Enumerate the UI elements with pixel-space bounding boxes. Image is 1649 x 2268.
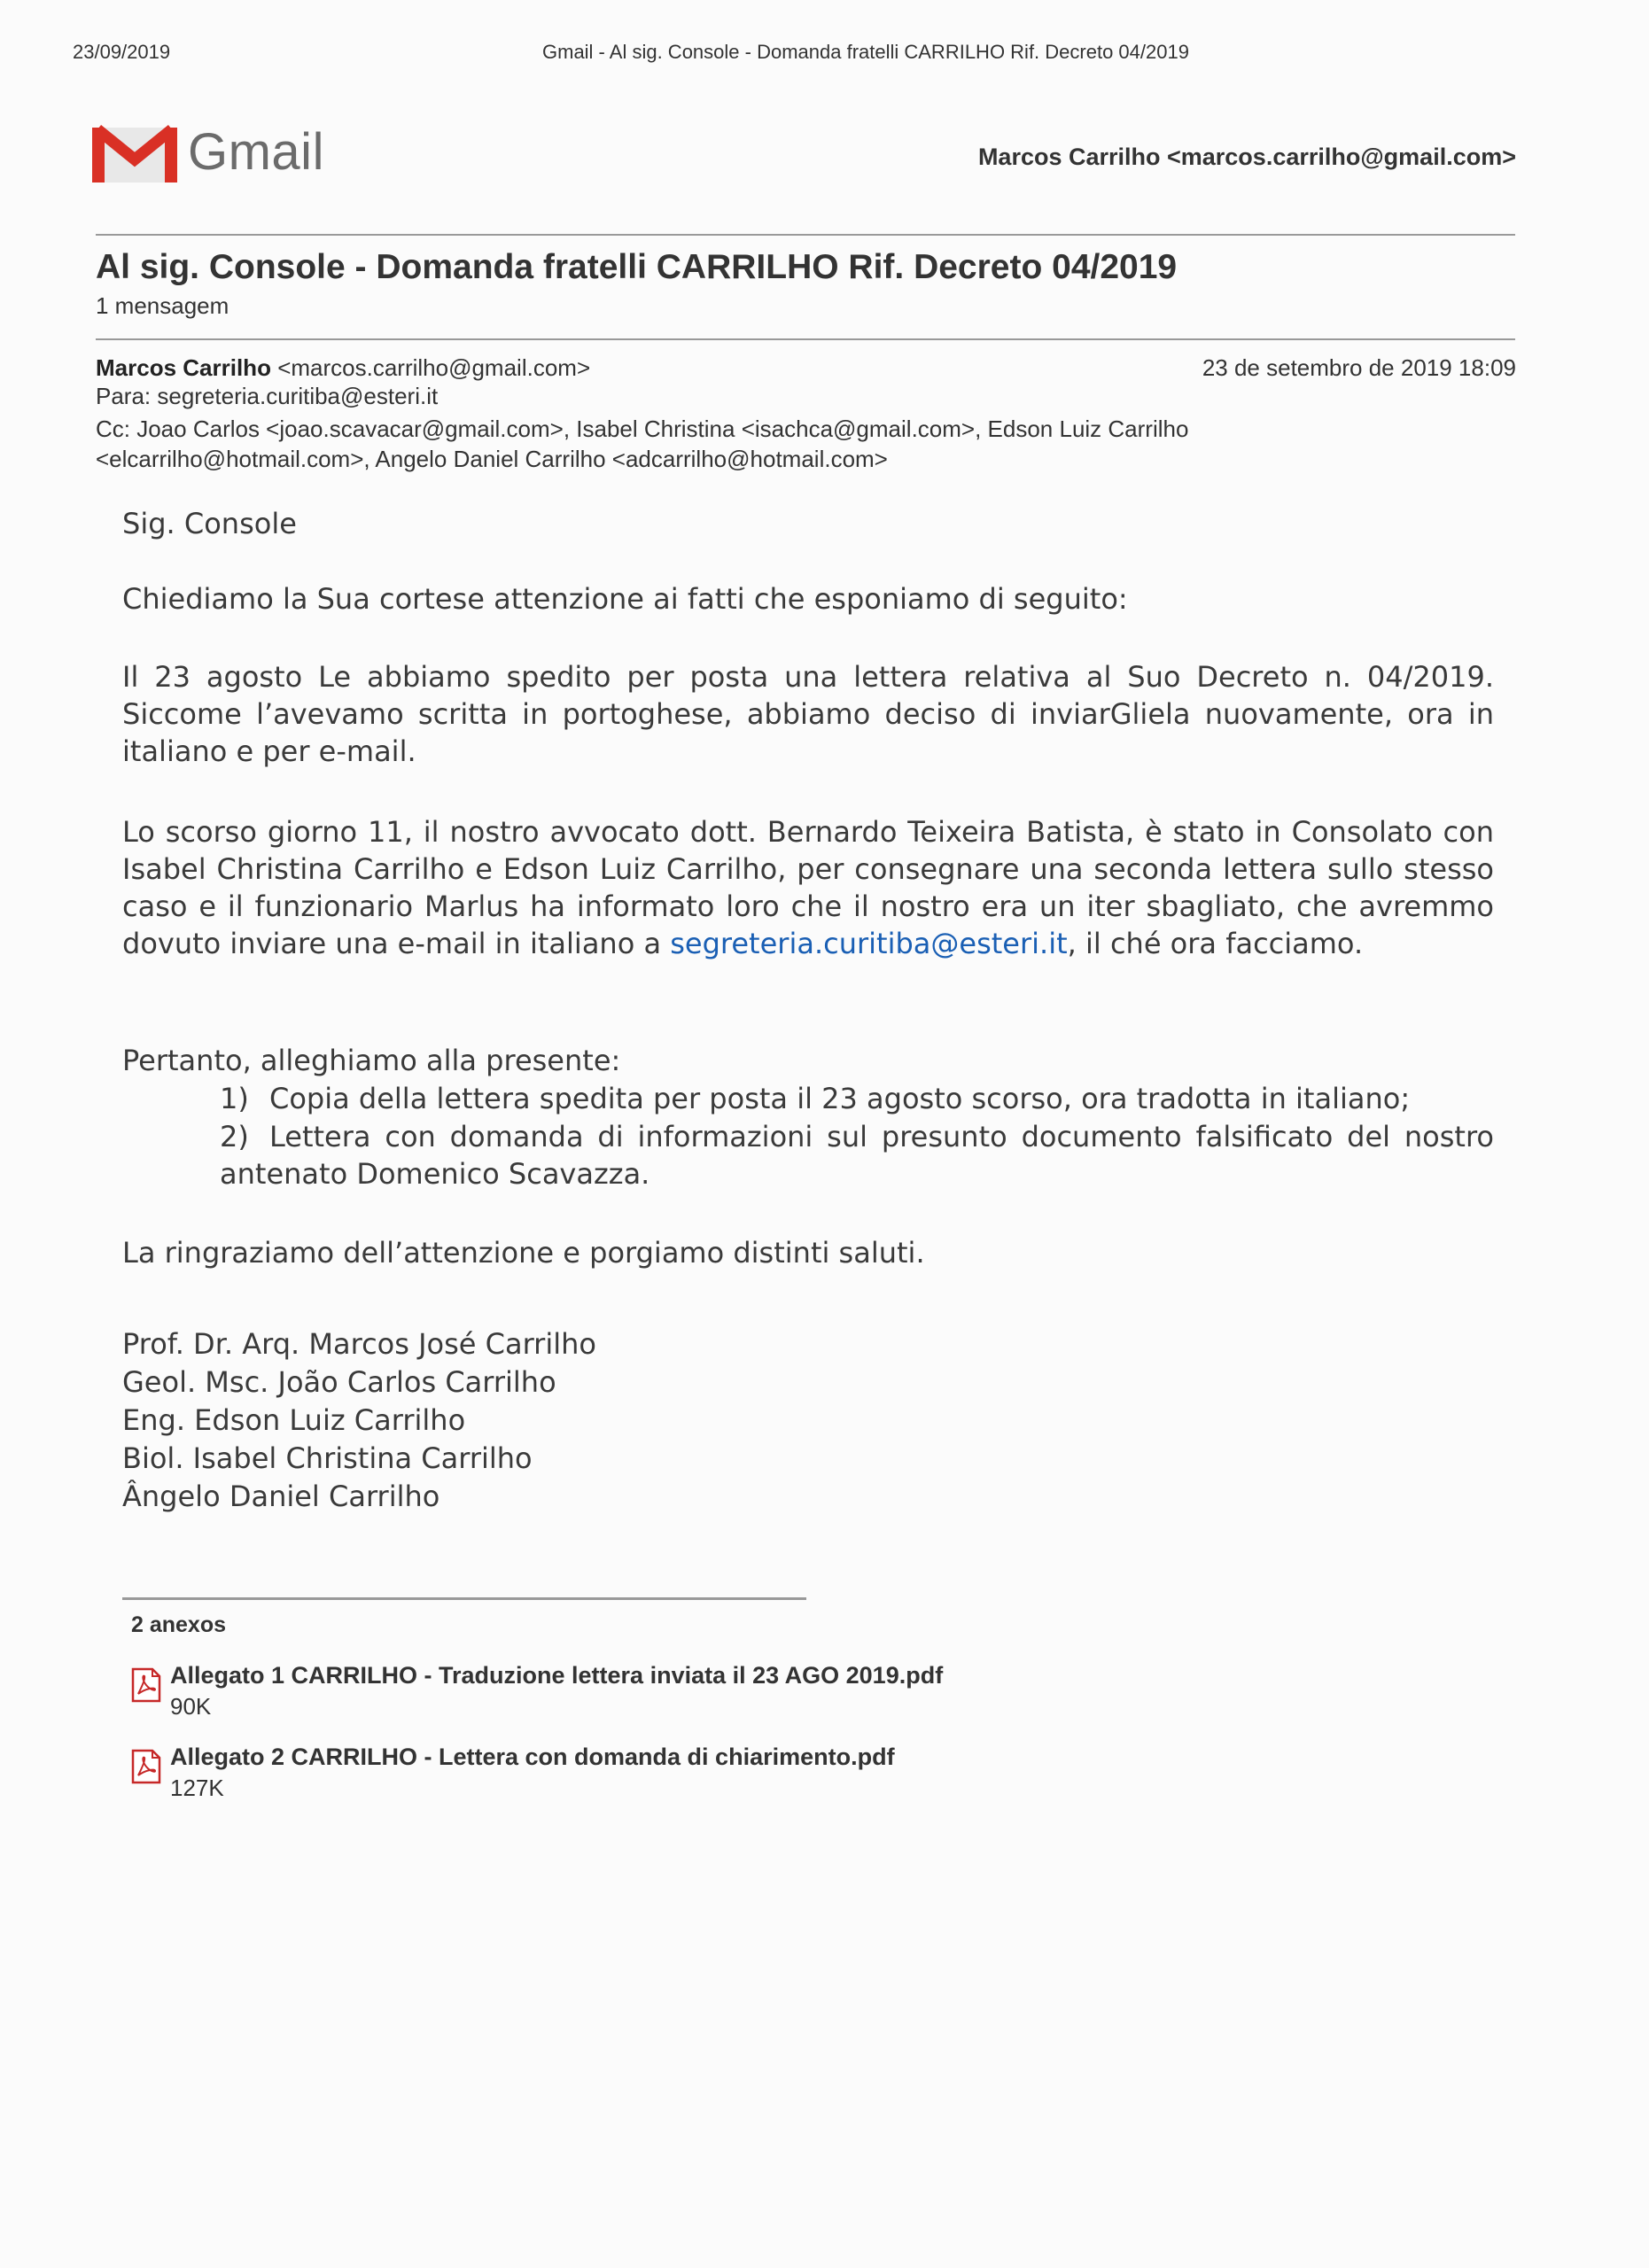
attachment-size: 127K	[170, 1775, 224, 1801]
divider	[96, 338, 1515, 340]
sender-email: <marcos.carrilho@gmail.com>	[277, 354, 591, 381]
gmail-wordmark: Gmail	[188, 122, 324, 181]
consulate-email-link[interactable]: segreteria.curitiba@esteri.it	[670, 927, 1068, 960]
attachments-count: 2 anexos	[131, 1612, 227, 1637]
list-item-number: 2)	[220, 1120, 249, 1153]
signature-line: Geol. Msc. João Carlos Carrilho	[122, 1365, 556, 1399]
signature-line: Eng. Edson Luiz Carrilho	[122, 1403, 466, 1437]
attachments-divider	[122, 1597, 806, 1600]
paragraph-3-text: Lo scorso giorno 11, il nostro avvocato dott. Bernardo Teixeira Batista, è stato in Consolato con Isabel Christina Carrilho e Edson Luiz Carrilho, per consegnare una seconda lettera sullo stesso caso e il funzionario Marlus ha informato loro che il nostro era un iter sbagliato, che avremmo dovuto inviare una e-mail in italiano a	[122, 815, 1494, 960]
thread-subject: Al sig. Console - Domanda fratelli CARRILHO Rif. Decreto 04/2019	[96, 248, 1178, 286]
paragraph-2: Il 23 agosto Le abbiamo spedito per posta una lettera relativa al Suo Decreto n. 04/2019. Siccome l’avevamo scritta in portoghese, abbiamo deciso di inviarGliela nuovamente, ora in italiano e per e-mail.	[122, 660, 1494, 768]
attachment-name[interactable]: Allegato 1 CARRILHO - Traduzione lettera inviata il 23 AGO 2019.pdf	[170, 1662, 944, 1689]
pdf-icon	[131, 1749, 170, 1802]
cc-line: Cc: Joao Carlos <joao.scavacar@gmail.com>, Isabel Christina <isachca@gmail.com>, Edson Luiz Carrilho <elcarrilho@hotmail.com>, Angelo Daniel Carrilho <adcarrilho@hotmail.com>	[96, 416, 1189, 472]
signature-line: Prof. Dr. Arq. Marcos José Carrilho	[122, 1327, 596, 1361]
gmail-m-icon	[92, 120, 177, 183]
paragraph-1: Chiediamo la Sua cortese attenzione ai fatti che esponiamo di seguito:	[122, 582, 1128, 616]
gmail-logo	[92, 120, 324, 183]
attachment-item[interactable]	[131, 1744, 895, 1802]
recipient-line: Para: segreteria.curitiba@esteri.it	[96, 383, 439, 409]
paragraph-3-tail: , il ché ora facciamo.	[1067, 927, 1364, 960]
sender-name: Marcos Carrilho	[96, 354, 271, 381]
signature-line: Ângelo Daniel Carrilho	[122, 1480, 440, 1513]
attachment-name[interactable]: Allegato 2 CARRILHO - Lettera con domanda di chiarimento.pdf	[170, 1744, 895, 1770]
greeting: Sig. Console	[122, 507, 297, 540]
divider	[96, 234, 1515, 236]
message-date: 23 de setembro de 2019 18:09	[1202, 354, 1516, 381]
list-item-text: Lettera con domanda di informazioni sul presunto documento falsificato del nostro antenato Domenico Scavazza.	[220, 1120, 1494, 1191]
message-count: 1 mensagem	[96, 292, 229, 319]
closing: La ringraziamo dell’attenzione e porgiamo distinti saluti.	[122, 1236, 925, 1270]
list-item	[220, 1080, 1494, 1117]
list-item-text: Copia della lettera spedita per posta il 23 agosto scorso, ora tradotta in italiano;	[269, 1082, 1411, 1115]
print-date: 23/09/2019	[73, 41, 171, 63]
list-item	[220, 1118, 1494, 1192]
list-item-number: 1)	[220, 1082, 249, 1115]
attachment-item[interactable]	[131, 1662, 943, 1720]
paragraph-3	[122, 813, 1494, 962]
signature-line: Biol. Isabel Christina Carrilho	[122, 1441, 533, 1475]
sender-line	[96, 354, 590, 382]
paragraph-4: Pertanto, alleghiamo alla presente:	[122, 1044, 621, 1077]
attachment-size: 90K	[170, 1693, 212, 1720]
print-page-title: Gmail - Al sig. Console - Domanda fratelli CARRILHO Rif. Decreto 04/2019	[542, 41, 1189, 63]
pdf-icon	[131, 1667, 170, 1720]
account-email: Marcos Carrilho <marcos.carrilho@gmail.com>	[977, 144, 1516, 170]
